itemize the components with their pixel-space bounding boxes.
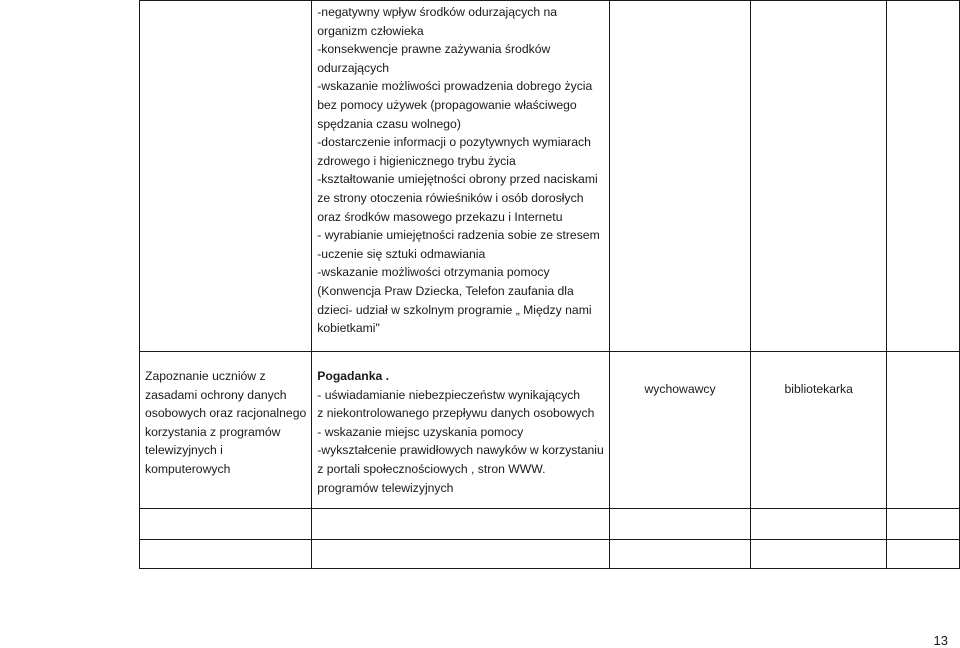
responsible-text: wychowawcy — [644, 382, 716, 396]
description-cell — [312, 352, 610, 509]
topic-line: komputerowych — [145, 461, 231, 476]
topic-cell — [140, 1, 312, 352]
plan-table — [139, 0, 960, 569]
description-line: -wykształcenie prawidłowych nawyków w korzystaniu — [317, 443, 604, 458]
empty-cell — [140, 540, 312, 569]
description-line: - uświadamianie niebezpieczeństw wynikających — [317, 387, 581, 402]
responsible-cell — [609, 352, 751, 509]
description-line: -wskazanie możliwości otrzymania pomocy — [317, 265, 550, 280]
topic-line: zasadami ochrony danych — [145, 387, 287, 402]
description-line: z niekontrolowanego przepływu danych osobowych — [317, 406, 595, 421]
empty-cell — [887, 540, 960, 569]
date-cell — [887, 1, 960, 352]
description-line: -dostarczenie informacji o pozytywnych wymiarach — [317, 135, 591, 150]
topic-line: Zapoznanie uczniów z — [145, 369, 266, 383]
description-line: dzieci- udział w szkolnym programie „ Między nami — [317, 302, 592, 317]
description-line: spędzania czasu wolnego) — [317, 116, 461, 131]
description-line: oraz środków masowego przekazu i Internetu — [317, 209, 563, 224]
description-line: -konsekwencje prawne zażywania środków — [317, 42, 551, 57]
page-number: 13 — [933, 633, 948, 648]
description-line: - wskazanie miejsc uzyskania pomocy — [317, 424, 524, 439]
responsible-cell — [751, 352, 887, 509]
description-line: (Konwencja Praw Dziecka, Telefon zaufania dla — [317, 283, 574, 298]
description-line: programów telewizyjnych — [317, 480, 454, 495]
table-row — [140, 1, 960, 352]
method-title: Pogadanka . — [317, 369, 390, 383]
topic-cell — [140, 352, 312, 509]
responsible-cell — [609, 1, 751, 352]
empty-cell — [751, 509, 887, 540]
description-line: -negatywny wpływ środków odurzających na — [317, 5, 558, 19]
table-row — [140, 352, 960, 509]
empty-cell — [609, 540, 751, 569]
empty-cell — [887, 509, 960, 540]
topic-line: telewizyjnych i — [145, 443, 223, 458]
description-line: kobietkami" — [317, 321, 380, 336]
empty-cell — [312, 540, 610, 569]
responsible-cell — [751, 1, 887, 352]
table-row — [140, 540, 960, 569]
description-line: odurzających — [317, 60, 390, 75]
empty-cell — [312, 509, 610, 540]
description-line: bez pomocy używek (propagowanie właściwego — [317, 97, 577, 112]
description-line: -kształtowanie umiejętności obrony przed naciskami — [317, 172, 598, 187]
topic-line: osobowych oraz racjonalnego — [145, 406, 307, 421]
empty-cell — [609, 509, 751, 540]
date-cell — [887, 352, 960, 509]
topic-line: korzystania z programów — [145, 424, 281, 439]
description-line: organizm człowieka — [317, 23, 424, 38]
empty-cell — [751, 540, 887, 569]
description-line: - wyrabianie umiejętności radzenia sobie ze stresem — [317, 228, 600, 243]
description-line: -wskazanie możliwości prowadzenia dobrego życia — [317, 79, 593, 94]
empty-cell — [140, 509, 312, 540]
responsible-text: bibliotekarka — [784, 382, 853, 396]
table-row — [140, 509, 960, 540]
description-line: zdrowego i higienicznego trybu życia — [317, 153, 516, 168]
description-cell — [312, 1, 610, 352]
description-line: -uczenie się sztuki odmawiania — [317, 246, 486, 261]
description-line: ze strony otoczenia rówieśników i osób dorosłych — [317, 190, 584, 205]
description-line: z portali społecznościowych , stron WWW. — [317, 461, 546, 476]
